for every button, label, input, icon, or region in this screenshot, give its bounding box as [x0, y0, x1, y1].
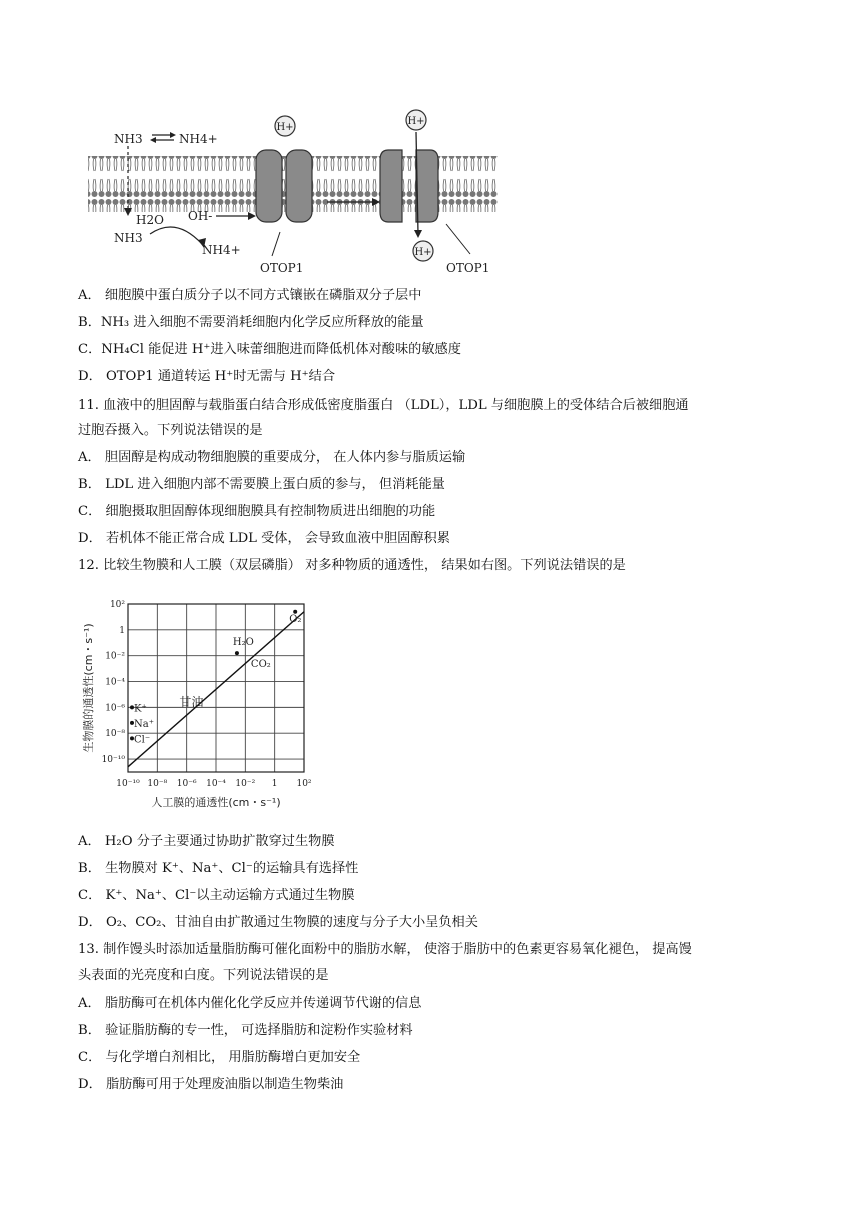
- svg-text:H+: H+: [414, 247, 432, 258]
- q11-option-a: A． 胆固醇是构成动物细胞膜的重要成分， 在人体内参与脂质运输: [78, 450, 466, 465]
- point-label: Cl⁻: [134, 734, 151, 746]
- y-tick-label: 10⁻⁶: [105, 703, 125, 714]
- q12-option-b: B． 生物膜对 K⁺、Na⁺、Cl⁻的运输具有选择性: [78, 861, 359, 876]
- q10-option-d: D． OTOP1 通道转运 H⁺时无需与 H⁺结合: [78, 369, 336, 384]
- point-label: K⁺: [134, 703, 147, 715]
- q13-option-b: B． 验证脂肪酶的专一性， 可选择脂肪和淀粉作实验材料: [78, 1023, 413, 1038]
- membrane-diagram: [84, 106, 504, 278]
- data-point: [235, 651, 239, 655]
- h-ion-icon: [413, 241, 433, 261]
- point-label: CO₂: [250, 659, 271, 671]
- y-tick-label: 10⁻⁴: [105, 677, 125, 688]
- oh-label: OH-: [188, 209, 213, 223]
- nh3-label: NH3: [114, 231, 143, 245]
- glycerol-label: 甘油: [179, 695, 204, 710]
- q13-option-a: A． 脂肪酶可在机体内催化化学反应并传递调节代谢的信息: [78, 996, 422, 1011]
- y-tick-label: 10⁻⁸: [105, 729, 125, 740]
- q10-option-b: B．NH₃ 进入细胞不需要消耗细胞内化学反应所释放的能量: [78, 315, 424, 330]
- permeability-chart: [80, 592, 320, 820]
- point-label: O₂: [289, 613, 302, 625]
- nh4-label: NH4+: [179, 132, 218, 146]
- h-ion-icon: [275, 116, 295, 136]
- q13-stem: 13. 制作馒头时添加适量脂肪酶可催化面粉中的脂肪水解， 使溶于脂肪中的色素更容易氧化褪色， 提高馒: [78, 942, 692, 957]
- q12-option-d: D． O₂、CO₂、甘油自由扩散通过生物膜的速度与分子大小呈负相关: [78, 915, 478, 930]
- q12-stem: 12. 比较生物膜和人工膜（双层磷脂） 对多种物质的通透性， 结果如右图。下列说法错误的是: [78, 558, 626, 573]
- y-tick-label: 10⁻²: [105, 651, 125, 662]
- q11-option-b: B． LDL 进入细胞内部不需要膜上蛋白质的参与， 但消耗能量: [78, 477, 445, 492]
- otop1-label: OTOP1: [446, 261, 490, 275]
- q10-option-a: A． 细胞膜中蛋白质分子以不同方式镶嵌在磷脂双分子层中: [78, 288, 422, 303]
- svg-text:H+: H+: [407, 116, 425, 127]
- nh4-label: NH4+: [202, 243, 241, 257]
- q13-stem-cont: 头表面的光亮度和白度。下列说法错误的是: [78, 968, 329, 983]
- x-tick-label: 1: [271, 779, 278, 789]
- q13-option-d: D． 脂肪酶可用于处理废油脂以制造生物柴油: [78, 1077, 344, 1092]
- q11-option-d: D． 若机体不能正常合成 LDL 受体， 会导致血液中胆固醇积累: [78, 531, 450, 546]
- x-tick-label: 10⁻⁸: [147, 779, 168, 789]
- y-tick-label: 10⁻¹⁰: [101, 755, 125, 766]
- h2o-label: H2O: [136, 213, 164, 227]
- nh3-label: NH3: [114, 132, 143, 146]
- q10-option-c: C．NH₄Cl 能促进 H⁺进入味蕾细胞进而降低机体对酸味的敏感度: [78, 342, 461, 357]
- q11-stem: 11. 血液中的胆固醇与载脂蛋白结合形成低密度脂蛋白 （LDL），LDL 与细胞膜上的受体结合后被细胞通: [78, 398, 689, 413]
- reaction-curve-arrow: [150, 227, 202, 244]
- point-label: H₂O: [232, 637, 254, 649]
- x-tick-label: 10⁻¹⁰: [116, 779, 140, 789]
- h-ion-icon: [406, 110, 426, 130]
- x-tick-label: 10⁻⁴: [206, 779, 226, 789]
- x-axis-label: 人工膜的通透性(cm・s⁻¹): [151, 796, 281, 809]
- otop1-label: OTOP1: [260, 261, 304, 275]
- x-tick-label: 10⁻²: [235, 779, 256, 789]
- x-tick-label: 10⁻⁶: [176, 779, 197, 789]
- y-tick-label: 1: [119, 625, 125, 636]
- q11-option-c: C． 细胞摄取胆固醇体现细胞膜具有控制物质进出细胞的功能: [78, 504, 436, 519]
- q13-option-c: C． 与化学增白剂相比， 用脂肪酶增白更加安全: [78, 1050, 361, 1065]
- q11-stem-cont: 过胞吞摄入。下列说法错误的是: [78, 423, 263, 438]
- q12-option-c: C． K⁺、Na⁺、Cl⁻以主动运输方式通过生物膜: [78, 888, 355, 903]
- svg-text:H+: H+: [276, 122, 294, 133]
- y-tick-label: 10²: [109, 600, 125, 610]
- q12-option-a: A． H₂O 分子主要通过协助扩散穿过生物膜: [78, 834, 335, 849]
- y-axis-label: 生物膜的通透性(cm・s⁻¹): [82, 623, 95, 753]
- x-tick-label: 10²: [296, 779, 312, 789]
- point-label: Na⁺: [134, 718, 154, 730]
